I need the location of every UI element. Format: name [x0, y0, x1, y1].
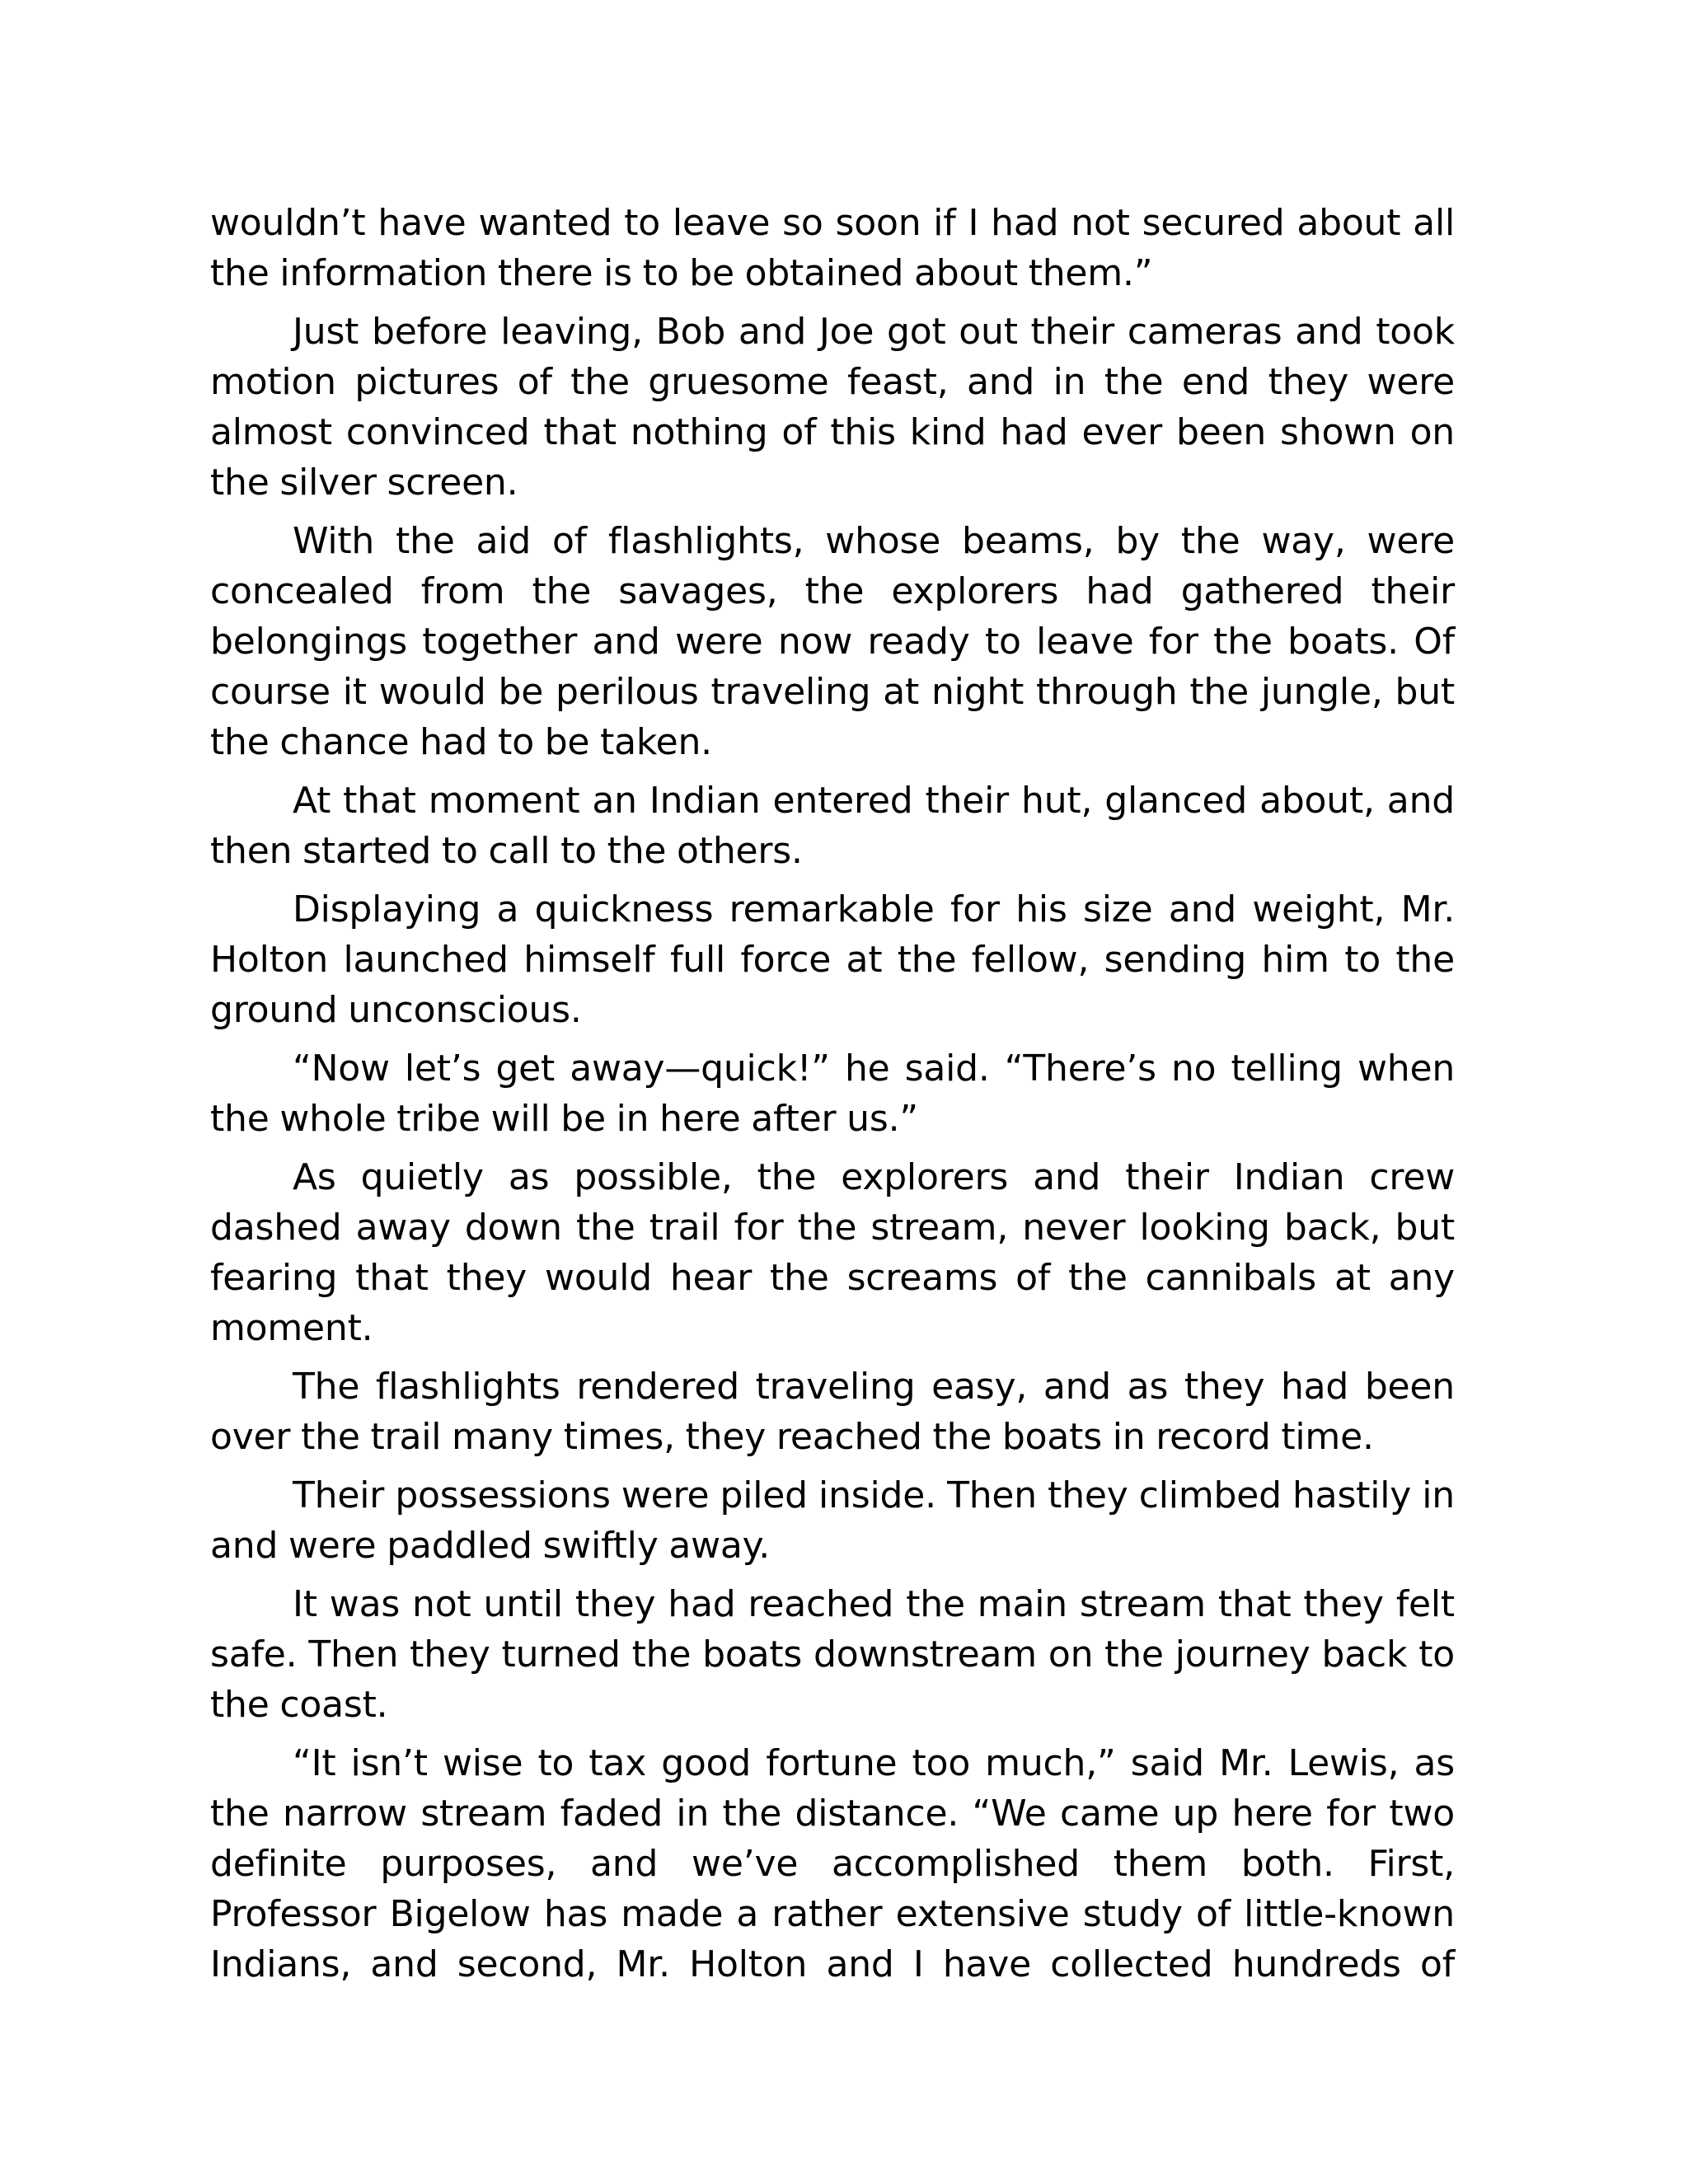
- paragraph-last: “It isn’t wise to tax good fortune too much,” said Mr. Lewis, as the narrow stream faded in the distance. “We came up here for two definite purposes, and we’ve accomplished them both. First, Professor Bigelow has made a rather extensive study of little-known Indians, and second, Mr. Holton and I have collected hundreds of: [210, 1742, 1455, 1985]
- paragraph: Their possessions were piled inside. Then they climbed hastily in and were paddled swiftly away.: [210, 1474, 1455, 1567]
- paragraph: Displaying a quickness remarkable for his size and weight, Mr. Holton launched himself full force at the fellow, sending him to the ground unconscious.: [210, 888, 1455, 1031]
- paragraph: With the aid of flashlights, whose beams, by the way, were concealed from the savages, the explorers had gathered their belongings together and were now ready to leave for the boats. Of course it would be perilous traveling at night through the jungle, but the chance had to be taken.: [210, 520, 1455, 763]
- paragraph: The flashlights rendered traveling easy, and as they had been over the trail many times, they reached the boats in record time.: [210, 1366, 1455, 1458]
- paragraph: As quietly as possible, the explorers and their Indian crew dashed away down the trail for the stream, never looking back, but fearing that they would hear the screams of the cannibals at any moment.: [210, 1156, 1455, 1349]
- paragraph: It was not until they had reached the main stream that they felt safe. Then they turned the boats downstream on the journey back to the coast.: [210, 1583, 1455, 1726]
- paragraph: Just before leaving, Bob and Joe got out their cameras and took motion pictures of the gruesome feast, and in the end they were almost convinced that nothing of this kind had ever been shown on the silver screen.: [210, 311, 1455, 504]
- paragraph-continuation: wouldn’t have wanted to leave so soon if I had not secured about all the information there is to be obtained about them.”: [210, 202, 1455, 294]
- paragraph: At that moment an Indian entered their hut, glanced about, and then started to call to the others.: [210, 780, 1455, 872]
- paragraph: “Now let’s get away—quick!” he said. “There’s no telling when the whole tribe will be in here after us.”: [210, 1047, 1455, 1140]
- body-text: [210, 198, 1455, 1998]
